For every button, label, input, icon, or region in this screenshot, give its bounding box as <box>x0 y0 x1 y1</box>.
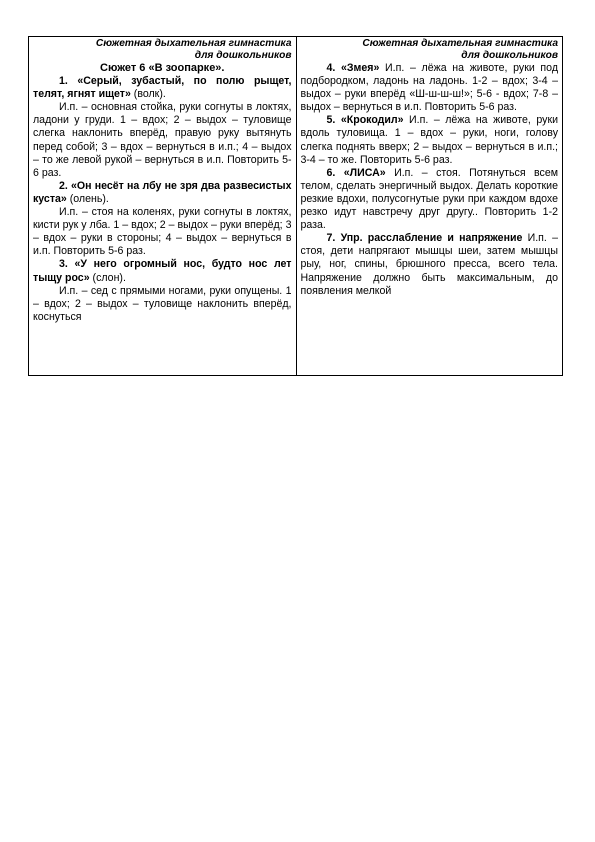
exercise-4-text: И.п. – лёжа на животе, руки под подбородком, ладонь на ладонь. 1-2 – вдох; 3-4 – выдох – руки вперёд «Ш-ш-ш-ш!»; 5-6 - вдох; 7-8 – выдох – вернуться в и.п. Повторить 5-6 раз. <box>300 62 559 114</box>
exercise-7-title: 7. Упр. расслабление и напряжение <box>326 232 523 245</box>
exercise-7-text: И.п. – стоя, дети напрягают мышцы шеи, затем мышцы рыу, ног, спины, брюшного пресса, всего тела. Напряжение должно быть максимальным, до появления мелкой <box>300 232 558 297</box>
exercise-1-text: И.п. – основная стойка, руки согнуты в локтях, ладони у груди. 1 – вдох; 2 – выдох – туловище слегка наклонить вперёд, правую руку вытянуть перед собой; 3 – вдох – вернуться в и.п.; 4 – выдох – то же левой рукой – вернуться в и.п. Повторить 5-6 раз. <box>33 101 292 179</box>
exercise-1-heading <box>33 75 292 101</box>
exercise-3-title: 3. «У него огромный нос, будто нос лет тыщу рос» <box>33 258 292 284</box>
exercise-3-animal: (слон). <box>89 271 126 284</box>
exercise-1-title: 1. «Серый, зубастый, по полю рыщет, телят, ягнят ищет» <box>33 75 292 101</box>
exercise-6-title: 6. «ЛИСА» <box>326 166 386 179</box>
exercise-1-animal: (волк). <box>130 88 166 101</box>
exercise-2-heading <box>33 180 292 206</box>
left-column <box>29 37 296 375</box>
exercise-5-text: И.п. – лёжа на животе, руки вдоль туловища. 1 – вдох – руки, ноги, голову слегка поднять вверх; 2 – выдох – вернуться в и.п.; 3-4 – то же. Повторить 5-6 раз. <box>300 114 558 166</box>
left-header-line2: для дошкольников <box>194 50 292 61</box>
exercise-2-text: И.п. – стоя на коленях, руки согнуты в локтях, кисти рук у лба. 1 – вдох; 2 – выдох – руки вперёд; 3 – вдох – руки в стороны; 4 – выдох – вернуться в и.п. Повторить 5-6 раз. <box>33 206 292 258</box>
story-title: Сюжет 6 «В зоопарке». <box>100 62 225 74</box>
exercise-3-heading <box>33 258 292 284</box>
right-column <box>296 37 563 375</box>
left-header-line1: Сюжетная дыхательная гимнастика <box>95 38 292 49</box>
exercise-6-text: И.п. – стоя. Потянуться всем телом, сделать энергичный выдох. Делать короткие резкие вдохи, полусогнутые руки при каждом вдохе резко идут навстречу друг другу.. Повторить 1-2 раза. <box>300 166 558 232</box>
exercise-7 <box>301 232 559 297</box>
right-header-line1: Сюжетная дыхательная гимнастика <box>362 38 558 49</box>
right-header <box>301 38 559 62</box>
exercise-3-text: И.п. – сед с прямыми ногами, руки опущены. 1 – вдох; 2 – выдох – туловище наклонить вперёд, коснуться <box>33 284 292 323</box>
document-table <box>28 36 563 376</box>
exercise-4-title: 4. «Змея» <box>326 62 380 74</box>
exercise-5-title: 5. «Крокодил» <box>326 114 404 127</box>
exercise-4 <box>301 62 559 114</box>
exercise-5 <box>301 114 559 166</box>
left-header <box>33 38 292 62</box>
right-header-line2: для дошкольников <box>461 50 558 61</box>
exercise-2-animal: (олень). <box>66 192 109 205</box>
exercise-6 <box>301 167 559 232</box>
exercise-2-title: 2. «Он несёт на лбу не зря два развесистых куста» <box>33 179 292 205</box>
